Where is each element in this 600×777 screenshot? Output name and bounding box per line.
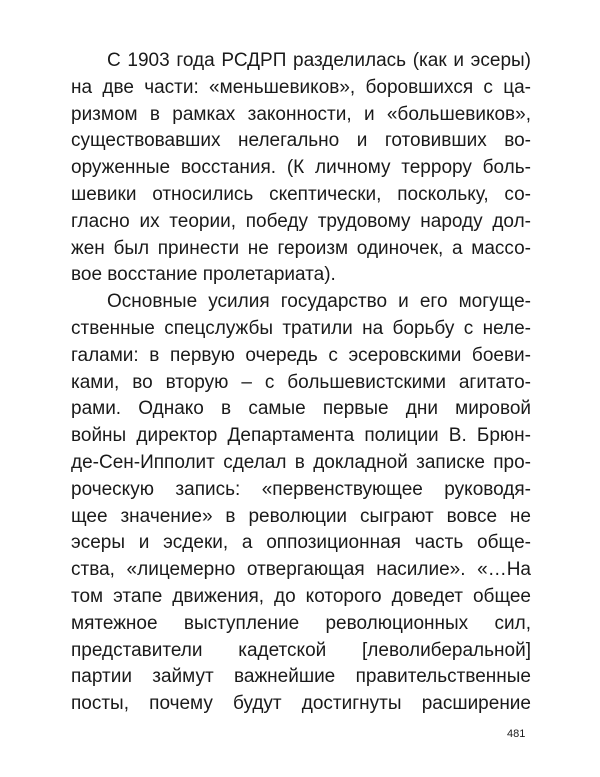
text-line: существовавших нелегально и готовивших во-: [71, 130, 531, 152]
text-line: ками, во вторую – с большевистскими агитато-: [71, 371, 531, 393]
text-line: С 1903 года РСДРП разделилась (как и эсеры): [107, 50, 531, 71]
page-number: 481: [507, 728, 526, 740]
text-line: ризмом в рамках законности, и «большевиков»,: [71, 103, 531, 125]
text-line: мятежное выступление революционных сил,: [71, 612, 531, 634]
text-line: ственные спецслужбы тратили на борьбу с неле-: [71, 317, 531, 339]
text-line: представители кадетской [леволиберальной]: [71, 639, 531, 661]
text-line: вое восстание пролетариата).: [71, 264, 336, 286]
text-line: шевики относились скептически, поскольку, со-: [71, 183, 531, 205]
text-line: Основные усилия государство и его могуще-: [107, 291, 531, 313]
paragraph-1: [71, 48, 531, 289]
text-line: рами. Однако в самые первые дни мировой: [71, 398, 531, 420]
text-line: партии займут важнейшие правительственные: [71, 666, 531, 688]
text-line: гласно их теории, победу трудовому народу дол-: [71, 210, 531, 232]
text-line: том этапе движения, до которого доведет общее: [71, 585, 531, 607]
text-line: жен был принести не героизм одиночек, а массо-: [71, 237, 531, 259]
text-line: войны директор Департамента полиции В. Брюн-: [71, 425, 531, 447]
text-line: де-Сен-Ипполит сделал в докладной записке про-: [71, 451, 531, 473]
text-line: на две части: «меньшевиков», боровшихся с ца-: [71, 76, 531, 98]
text-line: посты, почему будут достигнуты расширение: [71, 693, 531, 715]
text-line: роческую запись: «первенствующее руководя-: [71, 478, 531, 500]
text-line: галами: в первую очередь с эсеровскими боеви-: [71, 344, 531, 366]
text-line: ства, «лицемерно отвергающая насилие». «…На: [71, 559, 531, 581]
paragraph-2: [71, 289, 531, 718]
text-line: эсеры и эсдеки, а оппозиционная часть общe-: [71, 532, 531, 554]
page-body: [71, 48, 531, 718]
text-line: щее значение» в революции сыграют вовсе не: [71, 505, 531, 527]
text-line: оруженные восстания. (К личному террору боль-: [71, 157, 531, 179]
